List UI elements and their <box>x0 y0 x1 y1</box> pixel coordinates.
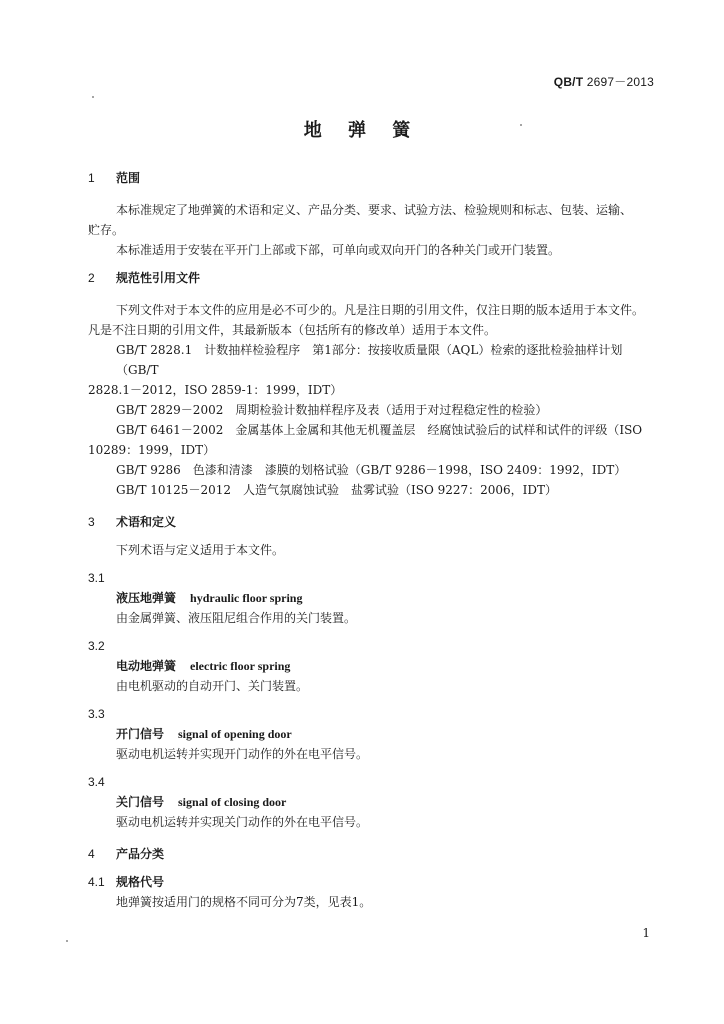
term-number: 3.1 <box>88 571 105 585</box>
document-body <box>88 168 660 912</box>
term-en: signal of closing door <box>178 795 287 809</box>
section-title: 术语和定义 <box>116 515 177 529</box>
standard-code-number: 2697－2013 <box>586 75 654 89</box>
reference-item: GB/T 6461－2002 金属基体上金属和其他无机覆盖层 经腐蚀试验后的试样和试件的评级（ISO <box>116 423 643 437</box>
term-heading <box>88 724 660 744</box>
section-title: 规范性引用文件 <box>116 271 201 285</box>
reference-item: GB/T 9286 色漆和清漆 漆膜的划格试验（GB/T 9286－1998，ISO 2409：1992，IDT） <box>116 463 627 477</box>
paragraph: 下列文件对于本文件的应用是必不可少的。凡是注日期的引用文件，仅注日期的版本适用于本文件。 <box>116 303 645 317</box>
page-number: 1 <box>642 926 650 940</box>
section-3-heading <box>88 512 660 532</box>
term-definition: 驱动电机运转并实现关门动作的外在电平信号。 <box>116 815 369 829</box>
term-heading <box>88 588 660 608</box>
term-definition: 由金属弹簧、液压阻尼组合作用的关门装置。 <box>116 611 357 625</box>
term-en: hydraulic floor spring <box>190 591 303 605</box>
paragraph: 本标准适用于安装在平开门上部或下部，可单向或双向开门的各种关门或开门装置。 <box>116 243 561 257</box>
subsection-4-1-heading <box>88 872 660 892</box>
reference-item: GB/T 10125－2012 人造气氛腐蚀试验 盐雾试验（ISO 9227：2006，IDT） <box>116 483 558 497</box>
standard-code-prefix: QB/T <box>553 75 584 89</box>
reference-item-continuation: 10289：1999，IDT） <box>88 443 216 457</box>
term-zh: 关门信号 <box>116 795 165 809</box>
term-en: signal of opening door <box>178 727 292 741</box>
reference-item: GB/T 2828.1 计数抽样检验程序 第1部分：按接收质量限（AQL）检索的逐批检验抽样计划（GB/T <box>116 343 623 377</box>
term-en: electric floor spring <box>190 659 291 673</box>
standard-code <box>554 73 654 90</box>
term-heading <box>88 656 660 676</box>
term-definition: 驱动电机运转并实现开门动作的外在电平信号。 <box>116 747 369 761</box>
subsection-number: 4.1 <box>88 875 105 889</box>
term-definition: 由电机驱动的自动开门、关门装置。 <box>116 679 309 693</box>
term-zh: 开门信号 <box>116 727 165 741</box>
scan-speck <box>520 124 522 126</box>
subsection-title: 规格代号 <box>116 875 165 889</box>
term-number: 3.4 <box>88 775 105 789</box>
scan-speck <box>66 940 68 942</box>
section-2-heading <box>88 268 660 288</box>
paragraph: 地弹簧按适用门的规格不同可分为7类，见表1。 <box>116 895 372 909</box>
document-title: 地 弹 簧 <box>303 120 421 141</box>
scan-speck <box>92 96 94 98</box>
term-number: 3.3 <box>88 707 105 721</box>
section-4-heading <box>88 844 660 864</box>
section-title: 范围 <box>116 171 141 185</box>
section-number: 3 <box>88 515 95 529</box>
term-heading <box>88 792 660 812</box>
paragraph: 下列术语与定义适用于本文件。 <box>116 543 285 557</box>
section-number: 4 <box>88 847 95 861</box>
section-title: 产品分类 <box>116 847 165 861</box>
reference-item-continuation: 2828.1－2012，ISO 2859-1：1999，IDT） <box>88 383 343 397</box>
paragraph-continuation: 贮存。 <box>88 223 125 237</box>
reference-item: GB/T 2829－2002 周期检验计数抽样程序及表（适用于对过程稳定性的检验） <box>116 403 548 417</box>
term-zh: 液压地弹簧 <box>116 591 177 605</box>
paragraph-continuation: 凡是不注日期的引用文件，其最新版本（包括所有的修改单）适用于本文件。 <box>88 323 497 337</box>
term-zh: 电动地弹簧 <box>116 659 177 673</box>
section-number: 1 <box>88 171 95 185</box>
paragraph: 本标准规定了地弹簧的术语和定义、产品分类、要求、试验方法、检验规则和标志、包装、运输、 <box>116 203 633 217</box>
section-1-heading <box>88 168 660 188</box>
term-number: 3.2 <box>88 639 105 653</box>
section-number: 2 <box>88 271 95 285</box>
